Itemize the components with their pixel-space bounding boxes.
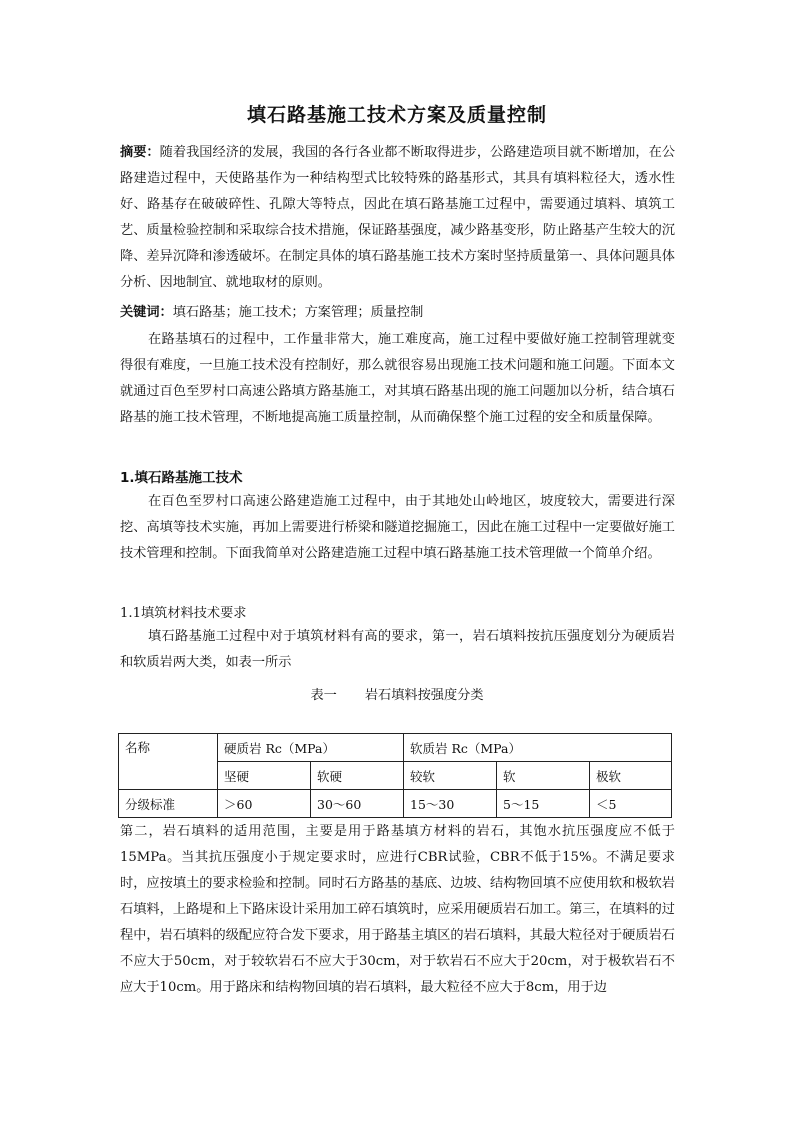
table-caption xyxy=(0,684,794,703)
table-soft-header: 软质岩 Rc（MPa） xyxy=(404,734,672,762)
table-header-row xyxy=(119,734,672,762)
abstract-paragraph xyxy=(120,140,675,296)
table-subheader: 软 xyxy=(497,762,590,790)
table-row xyxy=(119,790,672,818)
table-cell: 15～30 xyxy=(404,790,497,818)
table-cell: 5～15 xyxy=(497,790,590,818)
intro-paragraph: 在路基填石的过程中，工作量非常大，施工难度高，施工过程中要做好施工控制管理就变得很有难度，一旦施工技术没有控制好，那么就很容易出现施工技术问题和施工问题。下面本文就通过百色至罗村口高速公路填方路基施工，对其填石路基出现的施工问题加以分析，结合填石路基的施工技术管理，不断地提高施工质量控制，从而确保整个施工过程的安全和质量保障。 xyxy=(120,332,675,425)
after-table-paragraph: 第二，岩石填料的适用范围，主要是用于路基填方材料的岩石，其饱水抗压强度应不低于15MPa。当其抗压强度小于规定要求时，应进行CBR试验，CBR不低于15%。不满足要求时，应按填土的要求检验和控制。同时石方路基的基底、边坡、结构物回填不应使用软和极软岩石填料，上路堤和上下路床设计采用加工碎石填筑时，应采用硬质岩石加工。第三，在填料的过程中，岩石填料的级配应符合发下要求，用于路基主填区的岩石填料，其最大粒径对于硬质岩石不应大于50cm，对于较软岩石不应大于30cm，对于软岩石不应大于20cm，对于极软岩石不应大于10cm。用于路床和结构物回填的岩石填料，最大粒径不应大于8cm，用于边 xyxy=(120,824,675,995)
table-subheader: 坚硬 xyxy=(218,762,311,790)
table-row-label: 分级标准 xyxy=(119,790,218,818)
table-subheader: 极软 xyxy=(590,762,672,790)
table-cell: ＜5 xyxy=(590,790,672,818)
table-cell: 30～60 xyxy=(311,790,404,818)
keywords-text: 填石路基；施工技术；方案管理；质量控制 xyxy=(172,305,424,320)
keywords-label: 关键词： xyxy=(120,305,173,320)
table-col-name: 名称 xyxy=(119,734,218,790)
section-1-1-paragraph: 填石路基施工过程中对于填筑材料有高的要求，第一，岩石填料按抗压强度划分为硬质岩和软质岩两大类，如表一所示 xyxy=(120,629,675,670)
section-1-paragraph: 在百色至罗村口高速公路建造施工过程中，由于其地处山岭地区，坡度较大，需要进行深挖、高填等技术实施，再加上需要进行桥梁和隧道挖掘施工，因此在施工过程中一定要做好施工技术管理和控制。下面我简单对公路建造施工过程中填石路基施工技术管理做一个简单介绍。 xyxy=(120,494,675,561)
table-caption-text: 岩石填料按强度分类 xyxy=(364,688,484,703)
section-1-1-heading: 1.1填筑材料技术要求 xyxy=(120,606,247,621)
document-title: 填石路基施工技术方案及质量控制 xyxy=(246,104,547,126)
abstract-label: 摘要： xyxy=(120,145,160,160)
keywords-line xyxy=(120,300,675,326)
rock-classification-table xyxy=(118,733,672,818)
section-1-heading: 1.填石路基施工技术 xyxy=(120,470,243,486)
table-cell: ＞60 xyxy=(218,790,311,818)
table-subheader: 软硬 xyxy=(311,762,404,790)
table-caption-number: 表一 xyxy=(310,688,337,703)
table-hard-header: 硬质岩 Rc（MPa） xyxy=(218,734,404,762)
abstract-text: 随着我国经济的发展，我国的各行各业都不断取得进步，公路建造项目就不断增加，在公路建造过程中，天使路基作为一种结构型式比较特殊的路基形式，其具有填料粒径大，透水性好、路基存在破破碎性、孔隙大等特点，因此在填石路基施工过程中，需要通过填料、填筑工艺、质量检验控制和采取综合技术措施，保证路基强度，减少路基变形，防止路基产生较大的沉降、差异沉降和渗透破坏。在制定具体的填石路基施工技术方案时坚持质量第一、具体问题具体分析、因地制宜、就地取材的原则。 xyxy=(120,145,676,290)
table-subheader: 较软 xyxy=(404,762,497,790)
